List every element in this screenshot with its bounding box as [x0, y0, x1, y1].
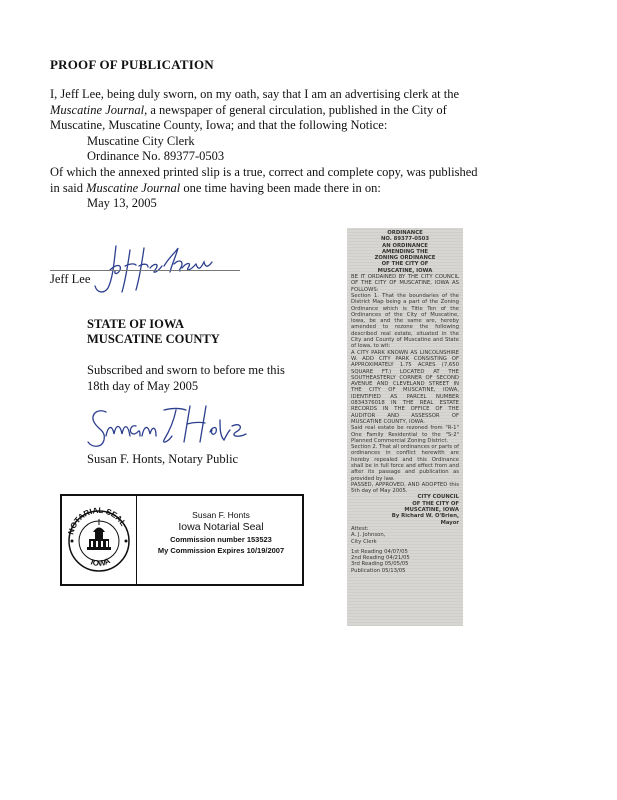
clipping-paragraph: BE IT ORDAINED BY THE CITY COUNCIL OF THE CITY OF MUSCATINE, IOWA AS FOLLOWS:	[351, 274, 459, 293]
notary-signature-text: Susan F Honts	[84, 396, 90, 397]
clipping-reading-line: 1st Reading 04/07/05	[351, 548, 408, 555]
document-heading: PROOF OF PUBLICATION	[50, 57, 214, 72]
clipping-sign-line: CITY COUNCIL	[417, 494, 459, 501]
clipping-attest-line: A. J. Johnson,	[351, 532, 386, 539]
clipping-sign-line: By Richard W. O'Brien,	[391, 513, 459, 520]
seal-text	[142, 510, 300, 556]
affidavit-text: , a newspaper of general circulation, published in the City of	[144, 102, 447, 117]
affidavit-line: Muscatine, Muscatine County, Iowa; and that the following Notice:	[50, 118, 388, 133]
seal-divider	[136, 496, 137, 584]
newspaper-name: Muscatine Journal	[50, 102, 145, 117]
clipping-heading-line: AMENDING THE	[381, 248, 429, 255]
notarial-seal-emblem	[65, 499, 133, 579]
seal-title: Iowa Notarial Seal	[178, 521, 264, 533]
jurat	[87, 362, 285, 394]
notice-title: Ordinance No. 89377-0503	[87, 149, 225, 164]
affidavit-line	[50, 181, 480, 197]
clipping-attest	[351, 526, 459, 545]
clipping-attest-line: City Clerk	[351, 538, 377, 545]
clipping-heading	[351, 230, 459, 274]
seal-emblem-bottom: IOWA	[89, 556, 112, 569]
jurat-line: Subscribed and sworn to before me this	[87, 363, 285, 377]
clipping-sign-line: OF THE CITY OF	[412, 500, 459, 507]
jeff-lee-signature	[92, 240, 222, 296]
clipping-attest-line: Attest:	[351, 525, 369, 532]
clipping-paragraph: A CITY PARK KNOWN AS LINCOLNSHIRE W. ADD CITY PARK CONSISTING OF APPROXIMATELY 1.75 ACRES (7,650 SQUARE FT.) LOCATED AT THE SOUTHEASTERLY CORNER OF SECOND AVENUE AND CLEVELAND STREET IN THE CITY OF MUSCATINE, IOWA, IDENTIFIED AS PARCEL NUMBER 0834376018 IN THE REAL ESTATE RECORDS IN THE OFFICE OF THE AUDITOR AND ASSESSOR OF MUSCATINE COUNTY, IOWA.	[351, 349, 459, 425]
affidavit-line	[50, 103, 480, 119]
seal-emblem-top: NOTARIAL SEAL	[66, 505, 128, 536]
clipping-paragraph: Section 2. That all ordinances or parts of ordinances in conflict herewith are hereby repealed and this Ordinance shall be in full force and effect from and after its passage and publication as provided by law.	[351, 444, 459, 482]
clipping-heading-line: OF THE CITY OF	[381, 261, 429, 268]
signer-name: Jeff Lee	[50, 272, 91, 286]
signature-line	[50, 270, 240, 271]
venue-county: MUSCATINE COUNTY	[87, 332, 220, 346]
venue-state: STATE OF IOWA	[87, 317, 185, 331]
seal-expiration: My Commission Expires 10/19/2007	[157, 546, 285, 555]
notarial-seal-box	[60, 494, 304, 586]
notary-signature	[84, 396, 254, 454]
clipping-heading-line: ORDINANCE	[387, 230, 423, 236]
clipping-heading-line: MUSCATINE, IOWA	[377, 267, 433, 274]
clipping-heading-line: ZONING ORDINANCE	[374, 255, 436, 262]
clipping-heading-line: AN ORDINANCE	[382, 242, 428, 249]
affidavit-text: in said	[50, 180, 87, 195]
affidavit-text: one time having been made there in on:	[180, 180, 381, 195]
clipping-reading-line: 3rd Reading 05/05/05	[351, 561, 409, 568]
clipping-reading-line: 2nd Reading 04/21/05	[351, 555, 410, 562]
venue-block	[87, 317, 220, 347]
publication-date: May 13, 2005	[87, 196, 157, 211]
notice-publisher: Muscatine City Clerk	[87, 133, 195, 148]
newspaper-name: Muscatine Journal	[86, 180, 181, 195]
clipping-signature-block	[351, 494, 459, 525]
clipping-heading-line: NO. 89377-0503	[380, 236, 430, 243]
jurat-date: 18th day of May 2005	[87, 379, 199, 393]
clipping-reading-line: Publication 05/13/05	[351, 567, 406, 574]
clipping-paragraph: Section 1. That the boundaries of the District Map being a part of the Zoning Ordinance which is Title Ten of the Ordinances of the City of Muscatine, Iowa, be and the same are, hereby amended to rezone the following described real estate, situated in the City and County of Muscatine and State of Iowa, to wit:	[351, 292, 459, 350]
jeff-lee-signature-text: Jeff Lee	[92, 240, 96, 241]
seal-commission: Commission number 153523	[170, 535, 272, 544]
clipping-readings	[351, 549, 459, 574]
affidavit-line: I, Jeff Lee, being duly sworn, on my oath, say that I am an advertising clerk at the	[50, 87, 460, 101]
clipping-sign-line: MUSCATINE, IOWA	[404, 507, 459, 514]
seal-notary-name: Susan F. Honts	[192, 510, 250, 520]
clipping-paragraph: PASSED, APPROVED, AND ADOPTED this 5th day of May 2005.	[351, 481, 459, 495]
notary-name: Susan F. Honts, Notary Public	[87, 452, 239, 466]
clipping-sign-line: Mayor	[440, 519, 459, 526]
affidavit-line: Of which the annexed printed slip is a true, correct and complete copy, was published	[50, 164, 478, 179]
clipping-paragraph: Said real estate be rezoned from "R-1" One Family Residential to the "S-2" Planned Commercial Zoning District.	[351, 425, 459, 444]
newspaper-clipping	[347, 228, 463, 626]
affidavit-body	[50, 87, 480, 212]
clipping-text	[351, 230, 459, 574]
